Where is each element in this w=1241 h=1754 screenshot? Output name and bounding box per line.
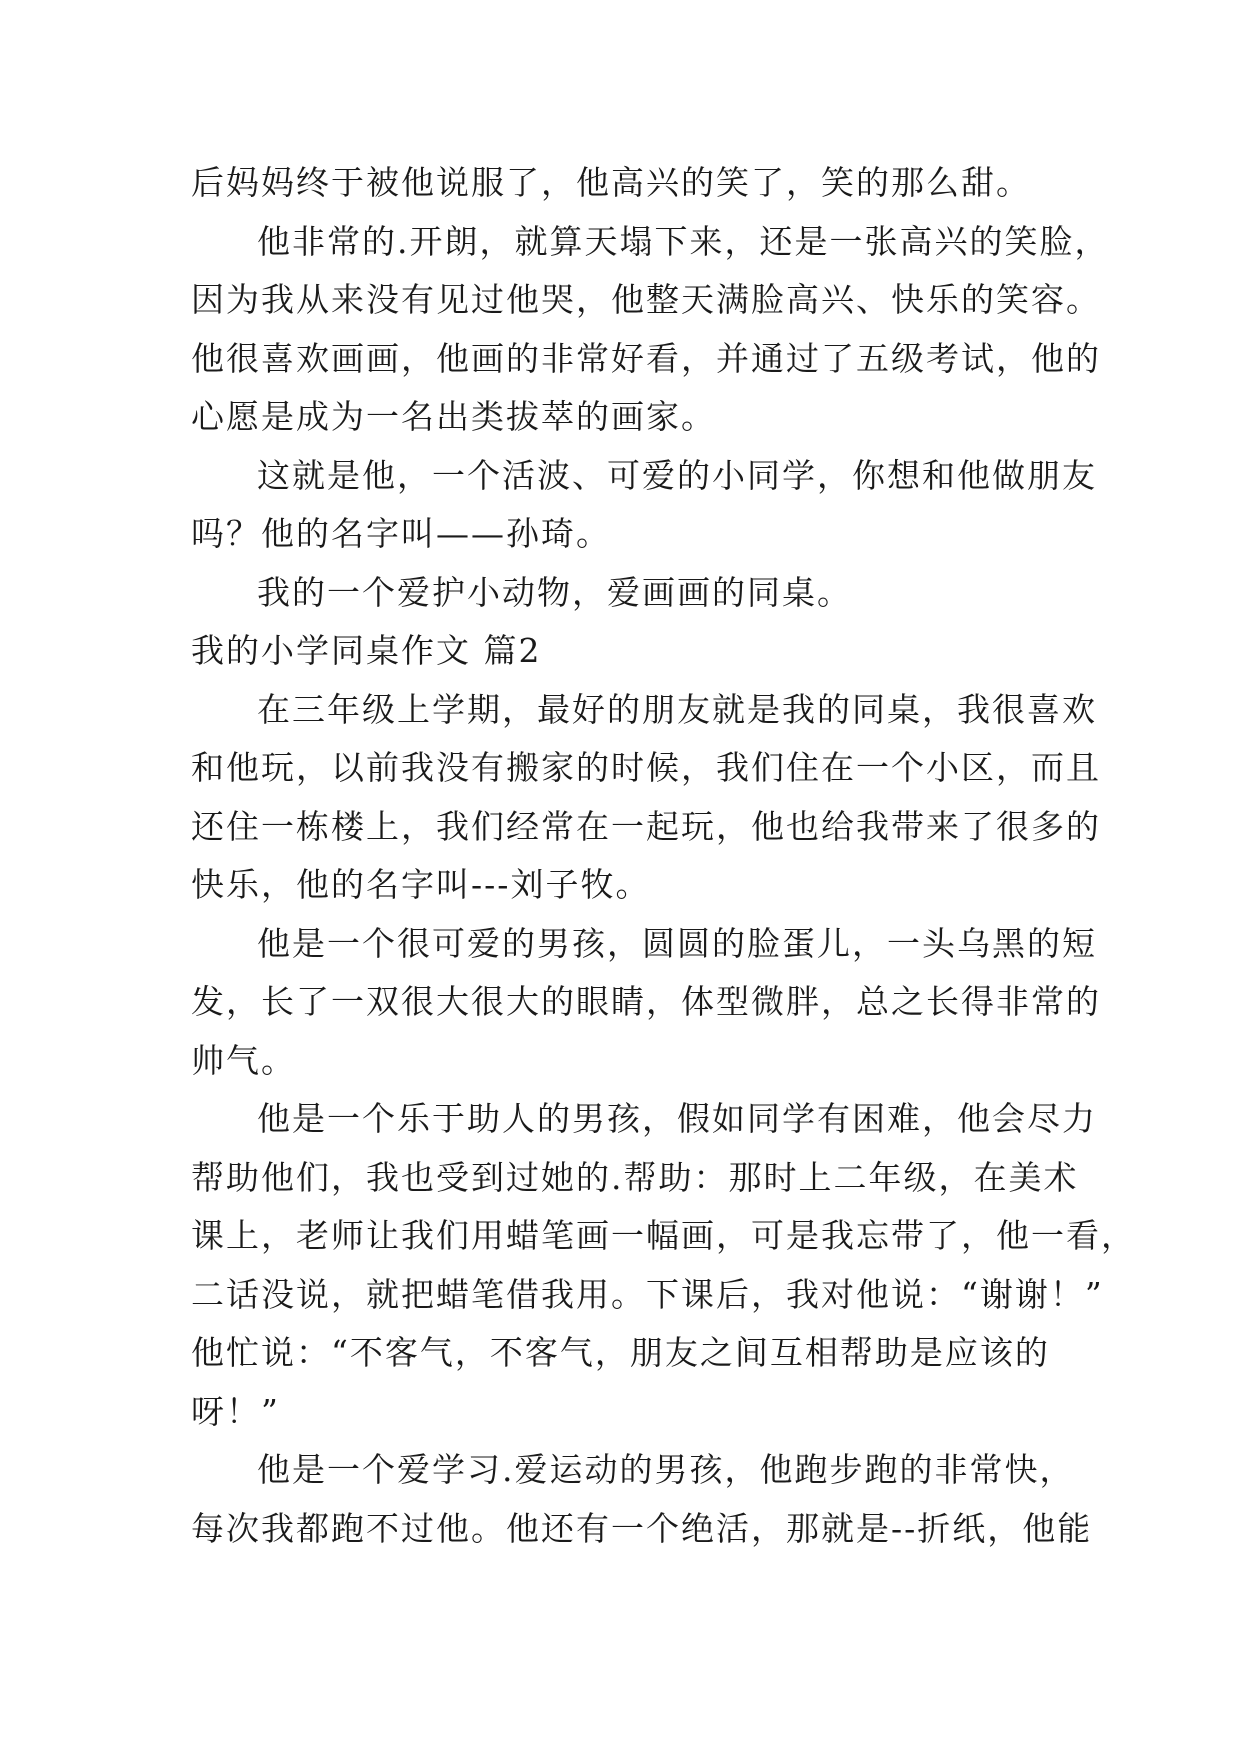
text-line: 我的一个爱护小动物，爱画画的同桌。 bbox=[257, 572, 852, 612]
text-line: 课上，老师让我们用蜡笔画一幅画，可是我忘带了，他一看， bbox=[191, 1216, 1136, 1255]
text-line: 和他玩，以前我没有搬家的时候，我们住在一个小区，而且 bbox=[191, 748, 1101, 787]
text-line: 后妈妈终于被他说服了，他高兴的笑了，笑的那么甜。 bbox=[191, 163, 1031, 202]
text-line: 二话没说，就把蜡笔借我用。下课后，我对他说：“谢谢！” bbox=[191, 1274, 1104, 1314]
text-line: 他是一个很可爱的男孩，圆圆的脸蛋儿，一头乌黑的短 bbox=[257, 923, 1097, 963]
essay-body bbox=[191, 154, 1136, 1558]
text-line: 呀！” bbox=[191, 1391, 280, 1431]
text-line: 每次我都跑不过他。他还有一个绝活，那就是--折纸，他能 bbox=[191, 1508, 1093, 1548]
text-line: 他是一个乐于助人的男孩，假如同学有困难，他会尽力 bbox=[257, 1099, 1097, 1138]
text-line: 因为我从来没有见过他哭，他整天满脸高兴、快乐的笑容。 bbox=[191, 280, 1101, 319]
text-line: 吗？他的名字叫——孙琦。 bbox=[191, 514, 611, 553]
text-line: 帅气。 bbox=[191, 1040, 296, 1080]
text-line: 他非常的.开朗，就算天塌下来，还是一张高兴的笑脸， bbox=[257, 221, 1110, 261]
text-line: 他忙说：“不客气，不客气，朋友之间互相帮助是应该的 bbox=[191, 1333, 1050, 1372]
text-line: 他很喜欢画画，他画的非常好看，并通过了五级考试，他的 bbox=[191, 338, 1101, 378]
text-line: 发，长了一双很大很大的眼睛，体型微胖，总之长得非常的 bbox=[191, 982, 1101, 1021]
text-line: 这就是他，一个活波、可爱的小同学，你想和他做朋友 bbox=[257, 455, 1097, 495]
section-heading: 我的小学同桌作文 篇2 bbox=[191, 631, 542, 670]
text-line: 心愿是成为一名出类拔萃的画家。 bbox=[191, 397, 716, 436]
text-line: 在三年级上学期，最好的朋友就是我的同桌，我很喜欢 bbox=[257, 689, 1097, 729]
text-line: 帮助他们，我也受到过她的.帮助：那时上二年级，在美术 bbox=[191, 1157, 1079, 1197]
text-line: 他是一个爱学习.爱运动的男孩，他跑步跑的非常快， bbox=[257, 1450, 1075, 1489]
text-line: 还住一栋楼上，我们经常在一起玩，他也给我带来了很多的 bbox=[191, 806, 1101, 846]
text-line: 快乐，他的名字叫---刘子牧。 bbox=[191, 865, 651, 904]
